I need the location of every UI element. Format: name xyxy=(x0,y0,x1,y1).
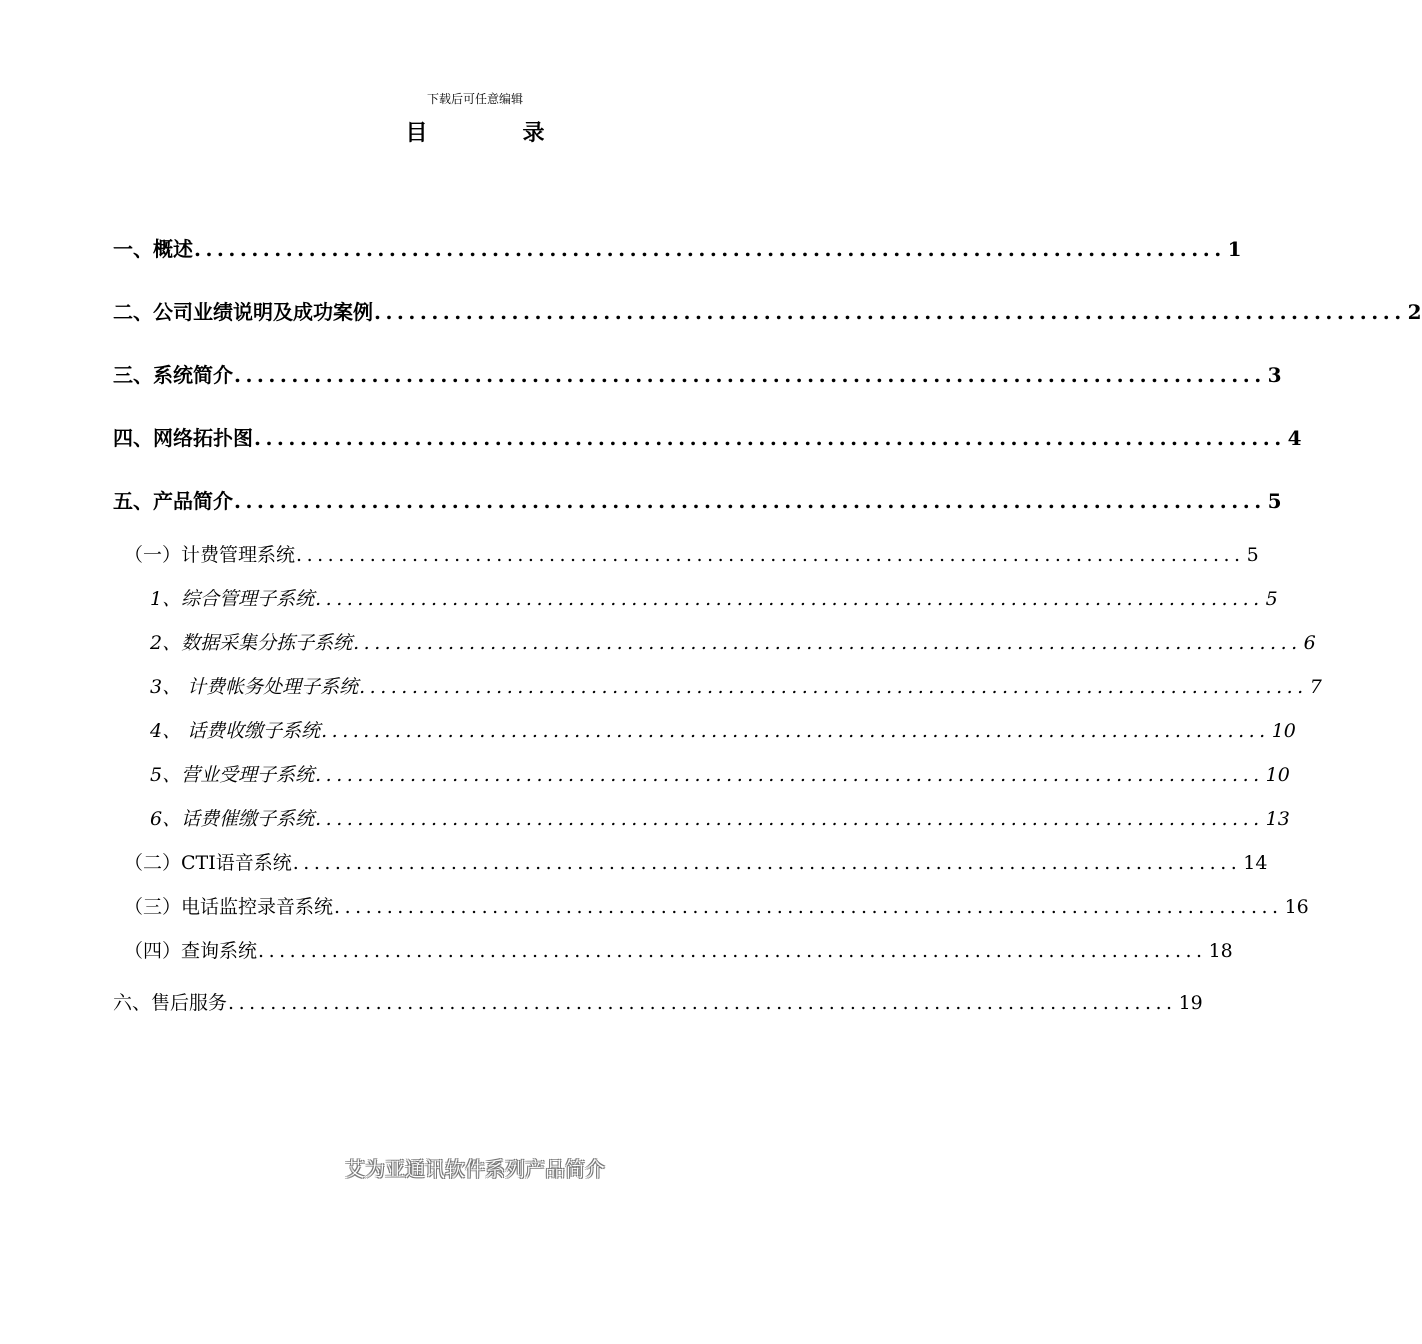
toc-number: 二、 xyxy=(113,300,153,324)
toc-label: 话费收缴子系统 xyxy=(181,720,321,742)
toc-page-number: 5 xyxy=(1246,544,1259,566)
toc-number: 一、 xyxy=(113,237,153,261)
toc-leader: .......................................................................................... xyxy=(258,940,1207,962)
toc-page-number: 2 xyxy=(1407,300,1422,324)
toc-entry[interactable] xyxy=(113,422,1302,451)
toc-label: 计费管理系统 xyxy=(181,544,296,566)
footer-note: 艾为亚通讯软件系列产品简介 xyxy=(345,1157,605,1181)
toc-page-number: 5 xyxy=(1265,588,1278,610)
toc-entry[interactable] xyxy=(113,485,1282,514)
toc-entry[interactable] xyxy=(150,672,1322,699)
toc-label: 计费帐务处理子系统 xyxy=(181,676,359,698)
toc-leader: .......................................................................................... xyxy=(359,676,1308,698)
toc-leader: .......................................................................................... xyxy=(334,896,1283,918)
toc-leader: .......................................................................................... xyxy=(234,363,1266,387)
toc-number: 三、 xyxy=(113,363,153,387)
toc-label: 售后服务 xyxy=(151,992,228,1014)
toc-leader: .......................................................................................... xyxy=(315,588,1264,610)
toc-leader: .......................................................................................... xyxy=(194,237,1226,261)
toc-entry[interactable] xyxy=(150,716,1296,743)
toc-entry[interactable] xyxy=(124,936,1233,963)
toc-page-number: 14 xyxy=(1243,852,1268,874)
toc-entry[interactable] xyxy=(150,584,1278,611)
toc-label: CTI语音系统 xyxy=(181,852,292,874)
toc-entry[interactable] xyxy=(113,988,1203,1015)
toc-entry[interactable] xyxy=(113,359,1282,388)
toc-page-number: 1 xyxy=(1227,237,1242,261)
toc-entry[interactable] xyxy=(124,848,1268,875)
toc-label: 产品简介 xyxy=(153,489,233,513)
toc-number: （四） xyxy=(124,940,182,962)
toc-number: 4、 xyxy=(150,720,182,742)
toc-leader: .......................................................................................... xyxy=(321,720,1270,742)
toc-number: 四、 xyxy=(113,426,153,450)
toc-page-number: 10 xyxy=(1271,720,1296,742)
toc-label: 电话监控录音系统 xyxy=(181,896,334,918)
toc-leader: .......................................................................................... xyxy=(315,808,1264,830)
toc-leader: .......................................................................................... xyxy=(254,426,1286,450)
toc-number: 六、 xyxy=(113,992,152,1014)
toc-leader: .......................................................................................... xyxy=(296,544,1245,566)
header-note: 下载后可任意编辑 xyxy=(426,92,523,106)
toc-label: 查询系统 xyxy=(181,940,258,962)
title-right-char: 录 xyxy=(522,120,545,146)
toc-leader: .......................................................................................... xyxy=(228,992,1177,1014)
toc-number: 五、 xyxy=(113,489,153,513)
toc-page-number: 3 xyxy=(1267,363,1282,387)
toc-page-number: 5 xyxy=(1267,489,1282,513)
toc-entry[interactable] xyxy=(150,804,1290,831)
toc-number: 2、 xyxy=(150,632,182,654)
toc-label: 系统简介 xyxy=(153,363,233,387)
toc-page-number: 16 xyxy=(1284,896,1309,918)
toc-number: 1、 xyxy=(150,588,182,610)
toc-entry[interactable] xyxy=(150,760,1290,787)
toc-number: 6、 xyxy=(150,808,182,830)
toc-page-number: 7 xyxy=(1309,676,1322,698)
toc-leader: .......................................................................................... xyxy=(292,852,1242,874)
toc-label: 营业受理子系统 xyxy=(181,764,315,786)
toc-entry[interactable] xyxy=(113,296,1422,325)
toc-label: 综合管理子系统 xyxy=(181,588,315,610)
title-left-char: 目 xyxy=(405,120,428,146)
toc-leader: .......................................................................................... xyxy=(374,300,1406,324)
toc-number: （三） xyxy=(124,896,182,918)
toc-entry[interactable] xyxy=(124,540,1259,567)
toc-page-number: 6 xyxy=(1303,632,1316,654)
toc-number: 5、 xyxy=(150,764,182,786)
toc-page-number: 4 xyxy=(1287,426,1302,450)
toc-page-number: 10 xyxy=(1265,764,1290,786)
toc-number: 3、 xyxy=(150,676,182,698)
toc-page-number: 13 xyxy=(1265,808,1290,830)
toc-number: （一） xyxy=(124,544,182,566)
toc-entry[interactable] xyxy=(150,628,1316,655)
toc-entry[interactable] xyxy=(124,892,1309,919)
toc-page-number: 19 xyxy=(1178,992,1203,1014)
toc-page-number: 18 xyxy=(1208,940,1233,962)
toc-label: 公司业绩说明及成功案例 xyxy=(153,300,373,324)
toc-label: 话费催缴子系统 xyxy=(181,808,315,830)
toc-number: （二） xyxy=(124,852,182,874)
toc-leader: .......................................................................................... xyxy=(353,632,1302,654)
toc-label: 概述 xyxy=(153,237,193,261)
toc-entry[interactable] xyxy=(113,233,1242,262)
toc-leader: .......................................................................................... xyxy=(315,764,1264,786)
toc-label: 数据采集分拣子系统 xyxy=(181,632,353,654)
toc-label: 网络拓扑图 xyxy=(153,426,253,450)
toc-leader: .......................................................................................... xyxy=(234,489,1266,513)
